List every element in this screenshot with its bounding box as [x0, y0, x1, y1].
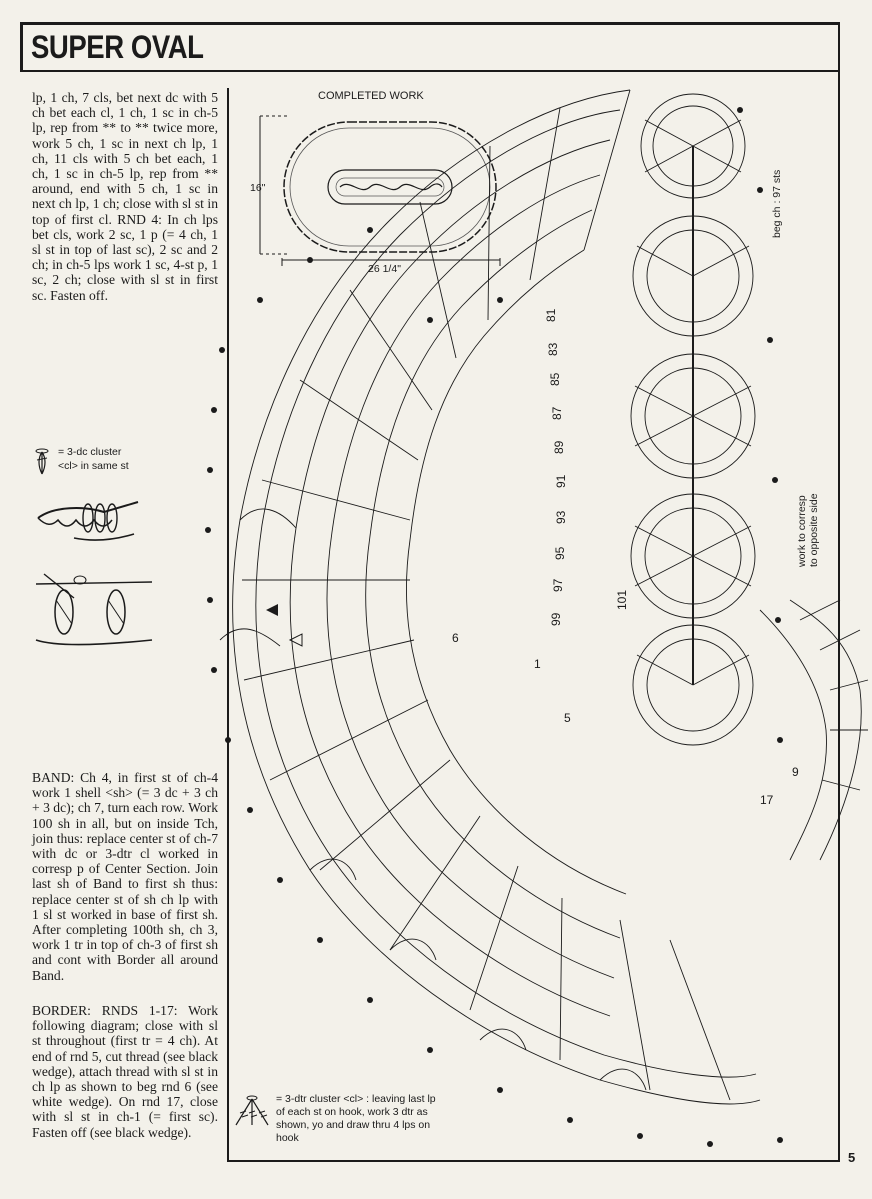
- rnd-95-label: 95: [553, 546, 567, 560]
- page-number: 5: [848, 1150, 856, 1165]
- completed-work-title: COMPLETED WORK: [318, 90, 424, 102]
- border-rnd-5-label: 5: [564, 711, 571, 725]
- rnd-91-label: 91: [554, 474, 568, 488]
- rnd-85-label: 85: [548, 372, 562, 386]
- band-instructions: [32, 770, 218, 983]
- dtr-cluster-symbol-icon: [232, 1095, 272, 1127]
- title-bar: [20, 22, 840, 72]
- work-to-corresp-label: [796, 493, 820, 567]
- border-rnd-17-label: 17: [760, 793, 774, 807]
- rnd-97-label: 97: [551, 578, 565, 592]
- legend-3dtr-label: = 3-dtr cluster <cl> : leaving last lp of each st on hook, work 3 dtr as shown, yo and draw thru 4 lps on hook: [276, 1093, 436, 1144]
- rnd-87-label: 87: [550, 406, 564, 420]
- frame-border-bottom: [228, 1160, 840, 1162]
- cluster-illustration-icon: [34, 560, 154, 650]
- border-para: BORDER: RNDS 1-17: Work following diagram; close with sl st throughout (first tr = 4 ch). At end of rnd 5, cut thread (see black wedge), attach thread with sl st in ch lp as shown to beg rnd 6 (see white wedge). On rnd 17, close with sl st in ch-1 (= first sc). Fasten off (see black wedge).: [32, 1003, 218, 1140]
- crochet-chart-diagram: [200, 80, 872, 1160]
- border-instructions: [32, 1003, 218, 1140]
- work-to-line2: to opposite side: [808, 493, 820, 567]
- rnd-93-label: 93: [554, 510, 568, 524]
- rnd-81-label: 81: [544, 308, 558, 322]
- rnd-83-label: 83: [546, 342, 560, 356]
- stitch-legend-3dc: [34, 444, 224, 652]
- border-rnd-6-label: 6: [452, 631, 459, 645]
- page-title: SUPER OVAL: [31, 29, 204, 65]
- width-dimension: 26 1/4": [368, 263, 401, 275]
- legend-3dc-sublabel: <cl> in same st: [58, 460, 129, 472]
- band-para: BAND: Ch 4, in first st of ch-4 work 1 shell <sh> (= 3 dc + 3 ch + 3 dc); ch 7, turn each row. Work 100 sh in all, but on inside Tch, join thus: replace center st of ch-7 with dc or 3-dtr cl worked in corresp p of Center Section. Join last sh of Band to first sh thus: replace center st of sh ch lp with 1 sl st worked in base of first sh. After completing 100th sh, ch 3, work 1 tr in top of ch-3 of first sh and cont with Border all around Band.: [32, 770, 218, 983]
- stitch-legend-3dtr: [232, 1093, 436, 1153]
- beg-chain-label: beg ch : 97 sts: [771, 169, 783, 238]
- rnd-89-label: 89: [552, 440, 566, 454]
- hook-illustration-icon: [34, 492, 144, 552]
- instructions-continued: [32, 90, 218, 303]
- legend-3dc-label: = 3-dc cluster: [58, 446, 122, 458]
- border-rnd-9-label: 9: [792, 765, 799, 779]
- border-rnd-1-label: 1: [534, 657, 541, 671]
- rnd-101-label: 101: [615, 589, 629, 610]
- instructions-para: lp, 1 ch, 7 cls, bet next dc with 5 ch bet each cl, 1 ch, 1 sc in ch-5 lp, rep from ** to ** twice more, work 5 ch, 1 sc in next ch lp, 1 ch, 11 cls with 5 ch bet each, 1 ch, 1 sc in ch-5 lp, rep from ** around, end with 5 ch, 1 sc in next ch lp, 1 ch; close with sl st in top of first cl. RND 4: In ch lps bet cls, work 2 sc, 1 p (= 4 ch, 1 sl st in top of last sc), 2 sc and 2 ch; in ch-5 lps work 1 sc, 4-st p, 1 sc, 2 ch; close with sl st in first sc. Fasten off.: [32, 90, 218, 303]
- rnd-99-label: 99: [549, 612, 563, 626]
- height-dimension: 16": [250, 182, 266, 194]
- work-to-line1: work to corresp: [796, 495, 808, 567]
